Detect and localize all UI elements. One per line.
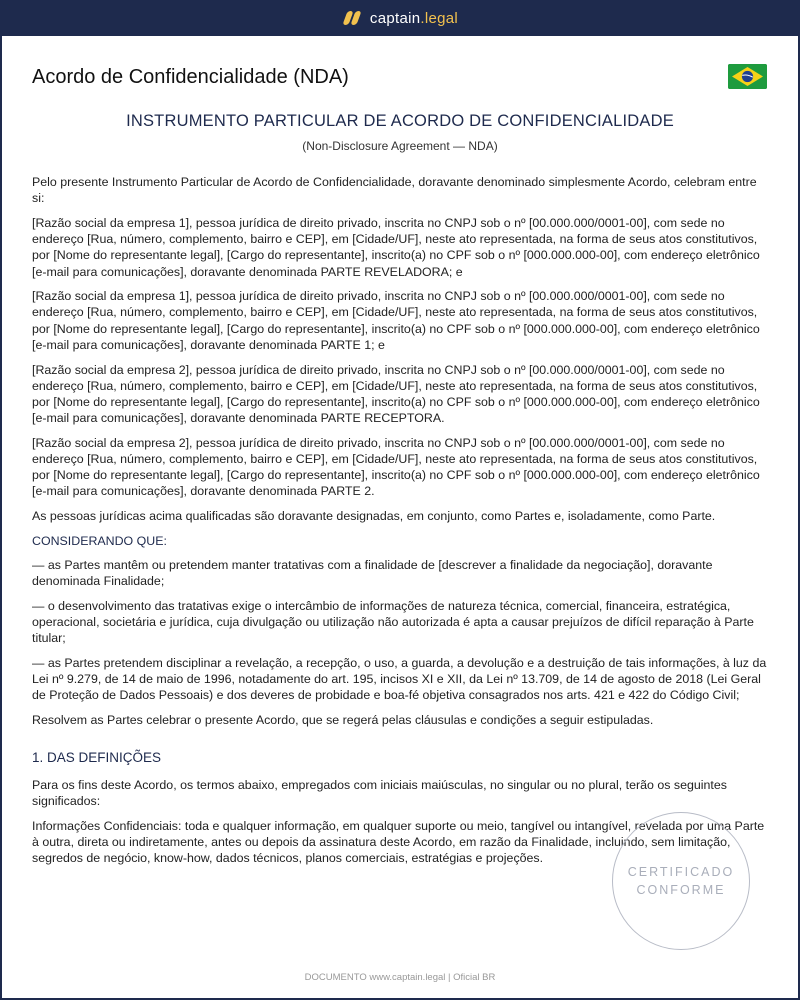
certificate-seal [612, 812, 750, 950]
considering-title: CONSIDERANDO QUE: [32, 533, 167, 548]
party-paragraph: [Razão social da empresa 2], pessoa jurídica de direito privado, inscrita no CNPJ sob o nº [00.000.000/0001-00], com sede no endereço [Rua, número, complemento, bairro e CEP], em [Cidade/UF], neste ato representada, na forma de seus atos constitutivos, por [Nome do representante legal], [Cargo do representante], inscrito(a) no CPF sob o nº [000.000.000-00], com endereço eletrônico [e-mail para comunicações], doravante denominada PARTE 2. [32, 435, 760, 499]
party-paragraph: [Razão social da empresa 1], pessoa jurídica de direito privado, inscrita no CNPJ sob o nº [00.000.000/0001-00], com sede no endereço [Rua, número, complemento, bairro e CEP], em [Cidade/UF], neste ato representada, na forma de seus atos constitutivos, por [Nome do representante legal], [Cargo do representante], inscrito(a) no CPF sob o nº [000.000.000-00], com endereço eletrônico [e-mail para comunicações], doravante denominada PARTE REVELADORA; e [32, 215, 760, 279]
seal-line-2: CONFORME [636, 883, 726, 897]
document-body [32, 174, 768, 875]
party-paragraph: [Razão social da empresa 1], pessoa jurídica de direito privado, inscrita no CNPJ sob o nº [00.000.000/0001-00], com sede no endereço [Rua, número, complemento, bairro e CEP], em [Cidade/UF], neste ato representada, na forma de seus atos constitutivos, por [Nome do representante legal], [Cargo do representante], inscrito(a) no CPF sob o nº [000.000.000-00], com endereço eletrônico [e-mail para comunicações], doravante denominada PARTE 1; e [32, 289, 760, 352]
section-1-definition: Informações Confidenciais: toda e qualquer informação, em qualquer suporte ou meio, tangível ou intangível, revelada por uma Parte à outra, direta ou indiretamente, antes ou depois da assinatura deste Acordo, em razão da Finalidade, incluindo, sem limitação, segredos de negócio, know-how, dados técnicos, planos comerciais, estratégias e projeções. [32, 818, 765, 865]
party-paragraph: [Razão social da empresa 2], pessoa jurídica de direito privado, inscrita no CNPJ sob o nº [00.000.000/0001-00], com sede no endereço [Rua, número, complemento, bairro e CEP], em [Cidade/UF], neste ato representada, na forma de seus atos constitutivos, por [Nome do representante legal], [Cargo do representante], inscrito(a) no CPF sob o nº [000.000.000-00], com endereço eletrônico [e-mail para comunicações], doravante denominada PARTE RECEPTORA. [32, 362, 760, 426]
document-subheading: (Non-Disclosure Agreement — NDA) [302, 139, 498, 153]
document-title: Acordo de Confidencialidade (NDA) [32, 66, 349, 88]
section-1-title: 1. DAS DEFINIÇÕES [32, 750, 162, 766]
considering-item: — o desenvolvimento das tratativas exige o intercâmbio de informações de natureza técnica, comercial, financeira, estratégica, operacional, societária e jurídica, cuja divulgação ou utilização não autorizada é apta a causar prejuízos de difícil reparação à Parte titular; [32, 598, 754, 646]
top-bar [0, 0, 800, 36]
seal-line-1: CERTIFICADO [627, 865, 735, 879]
document-footer: DOCUMENTO www.captain.legal | Oficial BR [304, 972, 496, 983]
section-1-intro: Para os fins deste Acordo, os termos abaixo, empregados com iniciais maiúsculas, no singular ou no plural, terão os seguintes significados: [32, 777, 727, 808]
considering-item: — as Partes mantêm ou pretendem manter tratativas com a finalidade de [descrever a finalidade da negociação], doravante denominada Finalidade; [32, 558, 713, 589]
intro-paragraph: Pelo presente Instrumento Particular de Acordo de Confidencialidade, doravante denominado simplesmente Acordo, celebram entre si: [32, 175, 757, 206]
document-heading: INSTRUMENTO PARTICULAR DE ACORDO DE CONFIDENCIALIDADE [126, 112, 674, 130]
brand-name: captain.legal [369, 9, 459, 27]
considering-item: — as Partes pretendem disciplinar a revelação, a recepção, o uso, a guarda, a devolução e a destruição de tais informações, à luz da Lei nº 9.279, de 14 de maio de 1996, notadamente do art. 195, incisos XI e XII, da Lei nº 13.709, de 14 de agosto de 2018 (Lei Geral de Proteção de Dados Pessoais) e dos deveres de probidade e boa-fé objetiva consagrados nos arts. 421 e 422 do Código Civil; [32, 656, 767, 703]
brazil-flag-icon [728, 64, 767, 89]
brand[interactable] [342, 10, 458, 27]
resolve-paragraph: Resolvem as Partes celebrar o presente Acordo, que se regerá pelas cláusulas e condições a seguir estipuladas. [32, 713, 654, 728]
captain-logo-icon [342, 10, 362, 26]
document-page [2, 36, 798, 998]
parties-summary: As pessoas jurídicas acima qualificadas são doravante designadas, em conjunto, como Partes e, isoladamente, como Parte. [32, 509, 716, 524]
